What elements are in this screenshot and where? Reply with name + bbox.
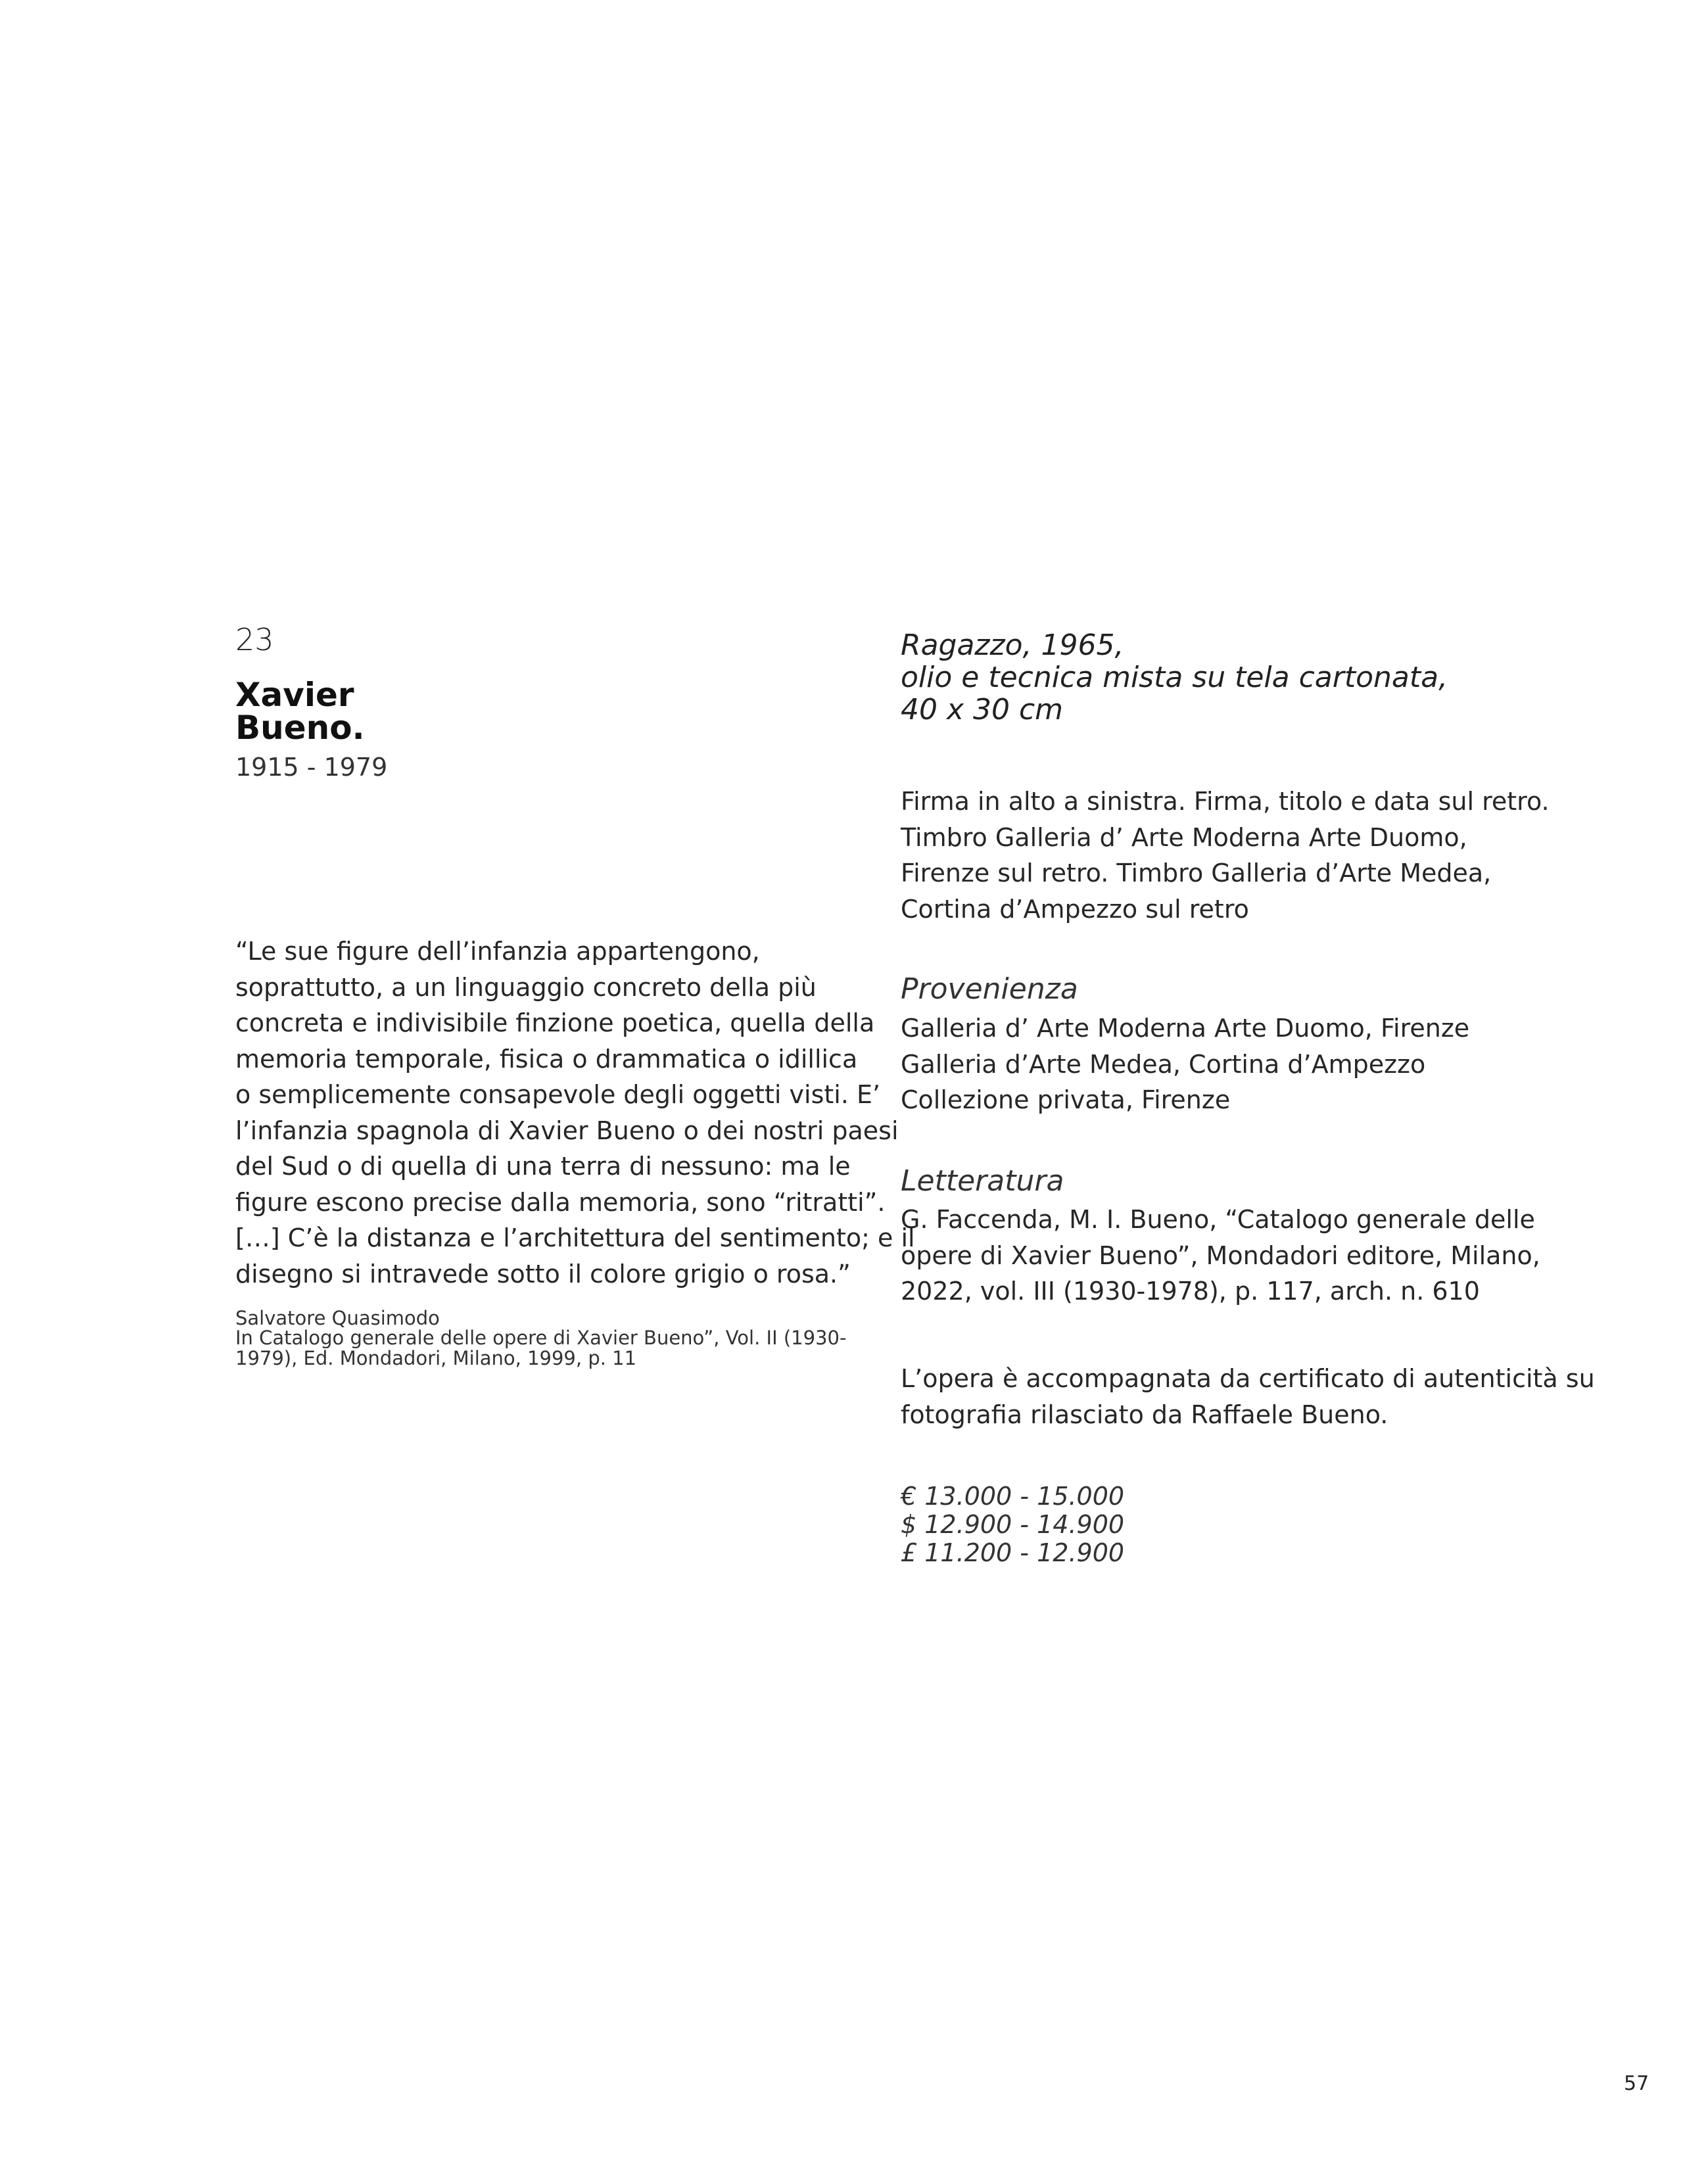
work-title-line: Ragazzo, 1965, <box>901 628 1124 662</box>
estimate-usd: $ 12.900 - 14.900 <box>901 1510 1125 1539</box>
literature-line: opere di Xavier Bueno”, Mondadori editore, Milano, <box>901 1241 1540 1270</box>
artist-dates: 1915 - 1979 <box>235 753 388 782</box>
quote-line: concreta e indivisibile finzione poetica, quella della <box>235 1008 875 1037</box>
description-line: Timbro Galleria d’ Arte Moderna Arte Duomo, <box>901 822 1467 852</box>
description-line: Firenze sul retro. Timbro Galleria d’Arte Medea, <box>901 859 1492 887</box>
literature-heading: Letteratura <box>901 1164 1064 1198</box>
quote-line: disegno si intravede sotto il colore grigio o rosa.” <box>235 1259 851 1288</box>
artist-name-line: Xavier <box>235 676 354 714</box>
work-title <box>901 629 1448 726</box>
price-estimates <box>901 1482 1124 1567</box>
artist-name <box>235 676 365 747</box>
quote-source-line: 1979), Ed. Mondadori, Milano, 1999, p. 11 <box>235 1347 637 1369</box>
certificate-note <box>901 1361 1595 1432</box>
work-title-line: olio e tecnica mista su tela cartonata, <box>901 661 1448 694</box>
quote-line: soprattutto, a un linguaggio concreto della più <box>235 972 817 1002</box>
literature-line: G. Faccenda, M. I. Bueno, “Catalogo generale delle <box>901 1205 1535 1234</box>
artist-name-line: Bueno. <box>235 709 365 747</box>
description-line: Cortina d’Ampezzo sul retro <box>901 894 1249 924</box>
page-number: 57 <box>1624 2072 1649 2095</box>
certificate-line: fotografia rilasciato da Raffaele Bueno. <box>901 1400 1388 1429</box>
quote-line: figure escono precise dalla memoria, sono “ritratti”. <box>235 1187 886 1217</box>
quote-line: o semplicemente consapevole degli oggetti visti. E’ <box>235 1080 881 1109</box>
critic-quote <box>235 933 915 1292</box>
certificate-line: L’opera è accompagnata da certificato di autenticità su <box>901 1364 1595 1393</box>
work-title-line: 40 x 30 cm <box>901 693 1064 726</box>
quote-line: l’infanzia spagnola di Xavier Bueno o dei nostri paesi <box>235 1116 899 1145</box>
literature-line: 2022, vol. III (1930-1978), p. 117, arch. n. 610 <box>901 1277 1480 1306</box>
estimate-eur: € 13.000 - 15.000 <box>901 1482 1125 1511</box>
description-line: Firma in alto a sinistra. Firma, titolo e data sul retro. <box>901 787 1550 816</box>
lot-number: 23 <box>235 622 274 657</box>
estimate-gbp: £ 11.200 - 12.900 <box>901 1538 1125 1567</box>
provenance-list <box>901 1010 1469 1118</box>
quote-line: memoria temporale, fisica o drammatica o idillica <box>235 1044 858 1074</box>
provenance-item: Galleria d’Arte Medea, Cortina d’Ampezzo <box>901 1049 1426 1079</box>
work-description <box>901 784 1550 927</box>
literature-list <box>901 1202 1540 1310</box>
quote-line: del Sud o di quella di una terra di nessuno: ma le <box>235 1152 851 1181</box>
provenance-heading: Provenienza <box>901 972 1078 1006</box>
provenance-item: Galleria d’ Arte Moderna Arte Duomo, Firenze <box>901 1014 1470 1043</box>
quote-line: “Le sue figure dell’infanzia appartengono, <box>235 937 760 966</box>
provenance-item: Collezione privata, Firenze <box>901 1085 1231 1114</box>
quote-source-line: In Catalogo generale delle opere di Xavier Bueno”, Vol. II (1930- <box>235 1327 847 1349</box>
quote-source <box>235 1328 846 1369</box>
quote-line: […] C’è la distanza e l’architettura del sentimento; e il <box>235 1223 915 1252</box>
quote-author: Salvatore Quasimodo <box>235 1307 440 1329</box>
